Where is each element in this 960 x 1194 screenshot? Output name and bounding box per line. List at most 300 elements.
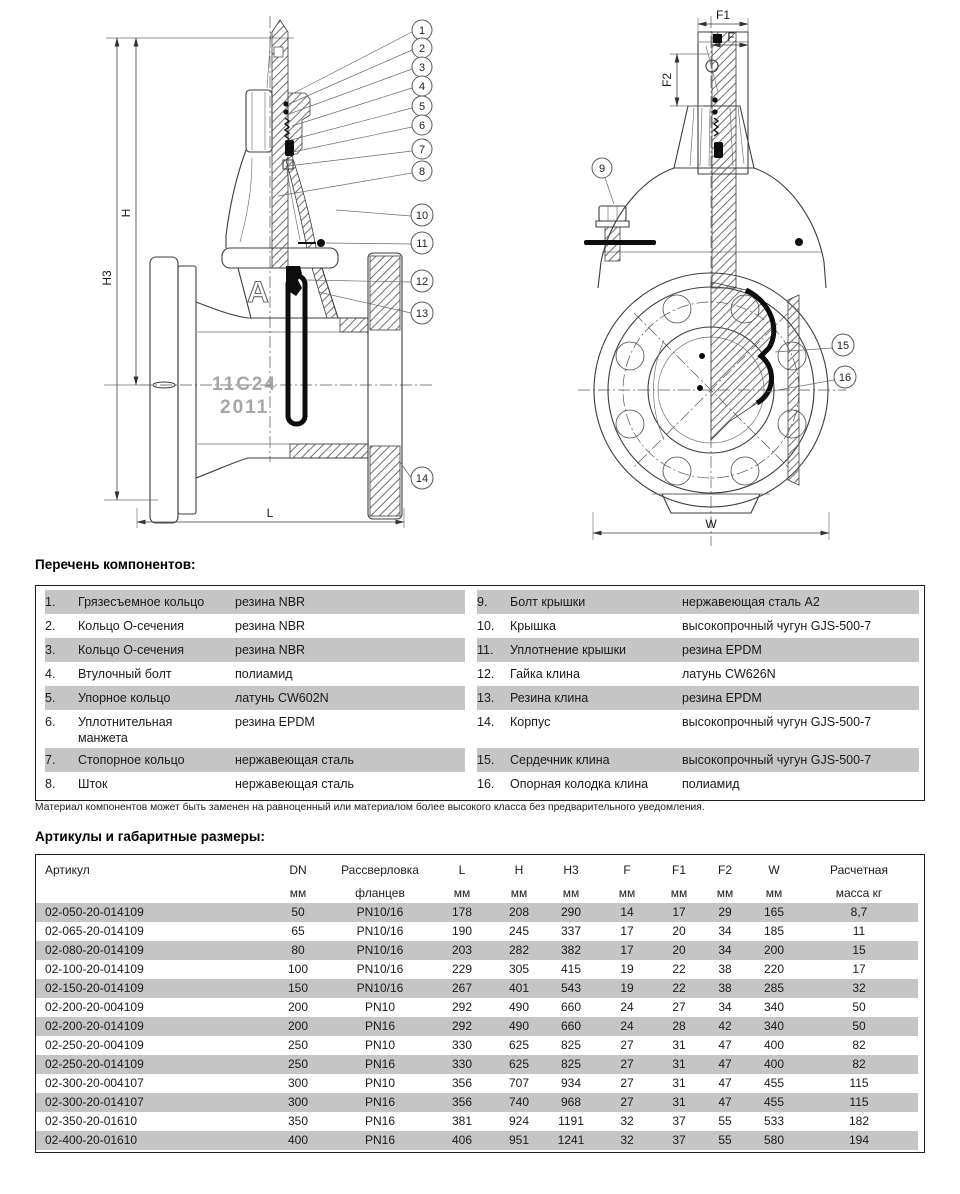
dims-cell: 330 — [451, 1038, 473, 1052]
dims-cell: PN10/16 — [356, 962, 404, 976]
component-number: 10. — [477, 619, 495, 633]
component-row — [45, 686, 465, 710]
dims-cell: 17 — [852, 962, 866, 976]
dims-cell: 356 — [451, 1095, 473, 1109]
bonnet-and-stem-section — [222, 20, 338, 424]
dims-row — [36, 903, 918, 922]
component-number: 3. — [45, 643, 56, 657]
dims-header-cell — [544, 860, 598, 903]
dim-label-f1: F1 — [715, 8, 731, 22]
valve-technical-drawing — [0, 0, 960, 552]
svg-text:16: 16 — [838, 372, 852, 384]
o-ring-lower — [283, 109, 288, 114]
dims-cell: 401 — [508, 981, 530, 995]
component-spacer — [477, 734, 919, 748]
dims-cell: 740 — [508, 1095, 530, 1109]
dims-cell: 27 — [620, 1076, 634, 1090]
dims-cell: 194 — [848, 1133, 870, 1147]
component-number: 13. — [477, 691, 495, 705]
dims-cell: 42 — [718, 1019, 732, 1033]
dims-cell: 190 — [451, 924, 473, 938]
component-row — [477, 772, 919, 796]
svg-text:6: 6 — [418, 120, 426, 132]
svg-text:11: 11 — [416, 238, 428, 250]
dims-header-cell — [702, 860, 748, 903]
dims-row — [36, 1055, 918, 1074]
dims-cell: 625 — [508, 1057, 530, 1071]
dims-header — [36, 855, 924, 903]
body-wall-section — [788, 295, 799, 485]
dims-cell: 02-300-20-004107 — [45, 1076, 144, 1090]
dims-cell: 50 — [852, 1000, 866, 1014]
dims-row — [36, 1036, 918, 1055]
component-name: Шток — [78, 777, 108, 791]
component-material: латунь CW602N — [235, 691, 329, 705]
dims-cell: 406 — [451, 1133, 473, 1147]
dims-cell: 31 — [672, 1076, 686, 1090]
component-row — [477, 590, 919, 614]
components-left — [36, 586, 470, 800]
dims-cell: 32 — [852, 981, 866, 995]
dims-cell: 11 — [852, 924, 866, 938]
dims-header-unit: фланцев — [355, 886, 405, 900]
dims-row — [36, 941, 918, 960]
dims-cell: PN16 — [364, 1133, 396, 1147]
component-number: 11. — [477, 643, 494, 657]
dims-header-label: F1 — [671, 863, 686, 877]
dims-cell: 02-300-20-014107 — [45, 1095, 144, 1109]
component-number: 14. — [477, 715, 495, 729]
dims-cell: 02-100-20-014109 — [45, 962, 144, 976]
dims-cell: 356 — [451, 1076, 473, 1090]
dims-header-unit: мм — [765, 886, 783, 900]
component-row — [45, 710, 465, 748]
component-name: Гайка клина — [510, 667, 580, 681]
dims-header-unit: мм — [618, 886, 636, 900]
dims-cell: PN16 — [364, 1095, 396, 1109]
dims-cell: PN16 — [364, 1019, 396, 1033]
component-name: Грязесъемное кольцо — [78, 595, 205, 609]
dims-cell: 350 — [287, 1114, 309, 1128]
component-number: 5. — [45, 691, 56, 705]
dims-cell: 02-150-20-014109 — [45, 981, 144, 995]
dims-header-cell — [430, 860, 494, 903]
dims-cell: 34 — [718, 943, 732, 957]
component-material: полиамид — [682, 777, 740, 791]
component-name: Резина клина — [510, 691, 589, 705]
components-table — [35, 585, 925, 801]
dims-header-label: DN — [289, 863, 307, 877]
dims-row — [36, 979, 918, 998]
dims-header-unit: мм — [510, 886, 528, 900]
component-name: Упорное кольцо — [78, 691, 171, 705]
dims-header-cell — [656, 860, 702, 903]
component-material: резина EPDM — [682, 643, 762, 657]
dims-cell: 17 — [620, 924, 634, 938]
dims-header-unit: мм — [562, 886, 580, 900]
dims-header-label: Артикул — [45, 863, 90, 877]
component-row — [477, 662, 919, 686]
component-name: Кольцо О-сечения — [78, 619, 184, 633]
dims-cell: 490 — [508, 1000, 530, 1014]
dims-cell: 29 — [718, 905, 732, 919]
dims-header-label: Рассверловка — [341, 863, 419, 877]
component-material: нержавеющая сталь — [235, 777, 355, 791]
dims-cell: 8,7 — [850, 905, 868, 919]
dim-label-f: F — [727, 30, 735, 44]
component-material: резина NBR — [235, 643, 306, 657]
dims-cell: 924 — [508, 1114, 530, 1128]
dimensions-table — [35, 854, 925, 1153]
dims-cell: 1241 — [557, 1133, 585, 1147]
dims-cell: 24 — [620, 1019, 634, 1033]
dims-cell: 34 — [718, 1000, 732, 1014]
right-view-section — [578, 8, 856, 546]
dims-cell: 65 — [291, 924, 305, 938]
dimensions-heading: Артикулы и габаритные размеры: — [35, 829, 265, 844]
dims-cell: 208 — [508, 905, 530, 919]
dims-cell: 165 — [763, 905, 785, 919]
dims-cell: 300 — [287, 1095, 309, 1109]
component-number: 7. — [45, 753, 56, 767]
component-name: Кольцо О-сечения — [78, 643, 184, 657]
dims-cell: 115 — [849, 1076, 869, 1090]
callout-10 — [336, 204, 433, 226]
dims-header-cell — [266, 860, 330, 903]
component-row — [477, 638, 919, 662]
dims-cell: 27 — [620, 1038, 634, 1052]
dims-body — [36, 903, 924, 1152]
dims-cell: 47 — [718, 1057, 732, 1071]
component-row — [45, 638, 465, 662]
dims-cell: 1191 — [558, 1114, 584, 1128]
dims-cell: 19 — [620, 962, 634, 976]
stem-top-right-view — [674, 32, 754, 288]
dims-cell: 245 — [508, 924, 530, 938]
dims-cell: 825 — [560, 1057, 582, 1071]
dims-cell: 415 — [560, 962, 582, 976]
dims-cell: 82 — [852, 1057, 866, 1071]
cast-mark-code: 11C24 — [212, 374, 277, 395]
dims-header-unit: мм — [289, 886, 307, 900]
component-row — [477, 710, 919, 734]
dims-row — [36, 1112, 918, 1131]
component-number: 16. — [477, 777, 495, 791]
dims-row — [36, 1093, 918, 1112]
component-material: нержавеющая сталь — [235, 753, 355, 767]
dims-header-cell — [598, 860, 656, 903]
dims-cell: 55 — [718, 1114, 732, 1128]
component-number: 1. — [45, 595, 56, 609]
dims-cell: 968 — [560, 1095, 582, 1109]
dim-label-w: W — [705, 517, 717, 531]
bonnet-dome — [584, 168, 826, 288]
dims-cell: 330 — [451, 1057, 473, 1071]
seal-sleeve — [285, 140, 294, 156]
dims-header-unit: мм — [670, 886, 688, 900]
dims-cell: 543 — [560, 981, 582, 995]
dims-cell: 220 — [763, 962, 785, 976]
dims-header-label: F2 — [717, 863, 732, 877]
dims-cell: 80 — [291, 943, 305, 957]
dims-cell: 20 — [672, 943, 686, 957]
bonnet-gasket-bar — [584, 240, 656, 245]
dims-cell: 47 — [718, 1038, 732, 1052]
dims-cell: PN10/16 — [356, 981, 404, 995]
dims-cell: 660 — [560, 1000, 582, 1014]
dims-row — [36, 960, 918, 979]
dim-label-l: L — [266, 506, 274, 520]
dims-cell: 22 — [672, 962, 686, 976]
dims-cell: 31 — [672, 1038, 686, 1052]
component-material: латунь CW626N — [682, 667, 776, 681]
dims-cell: 182 — [848, 1114, 870, 1128]
dims-cell: 455 — [763, 1095, 785, 1109]
dims-cell: 31 — [672, 1095, 686, 1109]
dims-cell: 02-250-20-014109 — [45, 1057, 144, 1071]
svg-text:15: 15 — [836, 340, 850, 352]
dims-cell: 490 — [508, 1019, 530, 1033]
component-name: Втулочный болт — [78, 667, 172, 681]
dims-cell: 50 — [291, 905, 305, 919]
svg-text:9: 9 — [598, 163, 606, 175]
dims-cell: 38 — [718, 962, 732, 976]
cover-bolt-head — [599, 206, 626, 221]
callout-5 — [291, 96, 432, 140]
dims-cell: 28 — [672, 1019, 686, 1033]
dims-cell: 203 — [451, 943, 473, 957]
component-material: резина NBR — [235, 595, 306, 609]
dims-cell: PN16 — [364, 1057, 396, 1071]
left-view-section — [100, 16, 433, 528]
component-row — [45, 748, 465, 772]
component-material: резина EPDM — [235, 715, 315, 729]
dims-cell: 31 — [672, 1057, 686, 1071]
dims-cell: 02-080-20-014109 — [45, 943, 144, 957]
component-row — [477, 748, 919, 772]
dims-row — [36, 1131, 918, 1150]
dims-cell: 825 — [560, 1038, 582, 1052]
manufacturer-logo: A — [247, 276, 269, 309]
dims-cell: PN10 — [364, 1038, 396, 1052]
dims-cell: PN10/16 — [356, 924, 404, 938]
dim-label-h: H — [119, 208, 133, 218]
dims-cell: 24 — [620, 1000, 634, 1014]
svg-text:10: 10 — [415, 210, 429, 222]
dims-cell: 200 — [287, 1000, 309, 1014]
svg-text:4: 4 — [418, 81, 426, 93]
dims-cell: 290 — [560, 905, 582, 919]
dims-cell: 15 — [852, 943, 866, 957]
dims-header-label: L — [458, 863, 466, 877]
dims-header-unit: мм — [453, 886, 471, 900]
dims-cell: PN10/16 — [356, 905, 404, 919]
dims-cell: 19 — [620, 981, 634, 995]
component-number: 15. — [477, 753, 495, 767]
dims-cell: 22 — [672, 981, 686, 995]
dims-cell: 185 — [763, 924, 785, 938]
dims-cell: 267 — [451, 981, 473, 995]
dims-cell: 340 — [763, 1019, 785, 1033]
dims-header-label: W — [768, 863, 780, 877]
dims-cell: PN16 — [364, 1114, 396, 1128]
dims-cell: 285 — [763, 981, 785, 995]
dims-cell: 37 — [672, 1114, 686, 1128]
bonnet-gasket-dot — [317, 239, 325, 247]
cast-mark-year: 2011 — [220, 397, 270, 418]
dims-header-cell — [494, 860, 544, 903]
component-name: Корпус — [510, 715, 551, 729]
svg-text:12: 12 — [415, 276, 429, 288]
component-number: 12. — [477, 667, 495, 681]
dims-cell: 533 — [763, 1114, 785, 1128]
dim-label-f2: F2 — [660, 72, 674, 88]
callout-11 — [326, 232, 433, 254]
dims-cell: 17 — [672, 905, 686, 919]
dims-cell: 282 — [508, 943, 530, 957]
dims-cell: 178 — [451, 905, 473, 919]
svg-text:8: 8 — [418, 166, 426, 178]
dims-cell: PN10/16 — [356, 943, 404, 957]
component-number: 8. — [45, 777, 56, 791]
dims-cell: 625 — [508, 1038, 530, 1052]
dims-header-cell — [330, 860, 430, 903]
dims-header-cell — [36, 860, 266, 903]
dims-cell: 381 — [451, 1114, 473, 1128]
callout-9 — [592, 158, 614, 204]
dims-cell: 27 — [620, 1095, 634, 1109]
dims-cell: 455 — [763, 1076, 785, 1090]
dims-cell: 300 — [287, 1076, 309, 1090]
component-number: 6. — [45, 715, 56, 729]
component-material: резина EPDM — [682, 691, 762, 705]
component-name: Уплотнительная манжета — [78, 715, 173, 745]
dims-cell: 02-400-20-01610 — [45, 1133, 138, 1147]
component-material: нержавеющая сталь A2 — [682, 595, 820, 609]
callout-6 — [293, 115, 432, 152]
dims-cell: 14 — [620, 905, 634, 919]
component-row — [45, 662, 465, 686]
component-material: высокопрочный чугун GJS-500-7 — [682, 753, 872, 767]
dims-cell: 934 — [560, 1076, 582, 1090]
callout-2 — [289, 38, 432, 104]
component-material: резина NBR — [235, 619, 306, 633]
dims-cell: 305 — [508, 962, 530, 976]
dims-cell: 292 — [451, 1000, 473, 1014]
dims-cell: 02-050-20-014109 — [45, 905, 144, 919]
dims-cell: 400 — [287, 1133, 309, 1147]
left-view-callouts — [278, 20, 433, 489]
component-row — [477, 686, 919, 710]
dims-cell: 400 — [763, 1038, 785, 1052]
dims-cell: 34 — [718, 924, 732, 938]
component-row — [45, 590, 465, 614]
dims-cell: 47 — [718, 1095, 732, 1109]
svg-text:1: 1 — [418, 25, 426, 37]
dims-header-label: Расчетная — [830, 863, 888, 877]
component-number: 9. — [477, 595, 488, 609]
svg-text:3: 3 — [418, 62, 426, 74]
component-row — [477, 614, 919, 638]
dims-header-label: H — [514, 863, 524, 877]
component-name: Сердечник клина — [510, 753, 610, 767]
dims-row — [36, 1074, 918, 1093]
dims-cell: 200 — [287, 1019, 309, 1033]
components-heading: Перечень компонентов: — [35, 557, 196, 572]
dims-cell: 17 — [620, 943, 634, 957]
dims-cell: 38 — [718, 981, 732, 995]
dims-cell: 292 — [451, 1019, 473, 1033]
component-name: Опорная колодка клина — [510, 777, 649, 791]
dims-cell: 50 — [852, 1019, 866, 1033]
dims-cell: 02-200-20-004109 — [45, 1000, 144, 1014]
dims-row — [36, 998, 918, 1017]
dims-cell: 37 — [672, 1133, 686, 1147]
dims-header-label: H3 — [563, 863, 579, 877]
dims-cell: 229 — [451, 962, 473, 976]
dims-row — [36, 1017, 918, 1036]
callout-3 — [289, 57, 432, 114]
dims-cell: 250 — [287, 1057, 309, 1071]
dims-cell: 32 — [620, 1114, 634, 1128]
dims-cell: 150 — [287, 981, 309, 995]
wedge-rubber-section — [288, 276, 305, 424]
component-name: Стопорное кольцо — [78, 753, 185, 767]
dims-cell: 660 — [560, 1019, 582, 1033]
component-row — [45, 614, 465, 638]
dims-cell: 27 — [620, 1057, 634, 1071]
dims-cell: PN10 — [364, 1076, 396, 1090]
dims-cell: 02-065-20-014109 — [45, 924, 144, 938]
dim-label-h3: H3 — [100, 270, 114, 286]
dims-cell: 02-250-20-004109 — [45, 1038, 144, 1052]
svg-text:14: 14 — [415, 473, 429, 485]
dims-cell: 400 — [763, 1057, 785, 1071]
component-name: Крышка — [510, 619, 556, 633]
dims-cell: 02-200-20-014109 — [45, 1019, 144, 1033]
dims-cell: 20 — [672, 924, 686, 938]
dims-cell: 951 — [508, 1133, 530, 1147]
dims-header-unit: мм — [716, 886, 734, 900]
component-number: 2. — [45, 619, 56, 633]
o-ring-upper — [283, 101, 288, 106]
dims-cell: 100 — [287, 962, 309, 976]
dims-cell: 82 — [852, 1038, 866, 1052]
component-material: полиамид — [235, 667, 293, 681]
components-right — [470, 586, 924, 800]
svg-text:7: 7 — [418, 144, 426, 156]
dims-cell: 250 — [287, 1038, 309, 1052]
dims-header-cell — [748, 860, 800, 903]
component-name: Уплотнение крышки — [510, 643, 627, 657]
dims-cell: 02-350-20-01610 — [45, 1114, 138, 1128]
material-footnote: Материал компонентов может быть заменен на равноценный или материалом более высокого класса без предварительного уведомления. — [35, 802, 705, 813]
dims-header-unit: масса кг — [835, 886, 883, 900]
dims-header-cell — [800, 860, 918, 903]
component-material: высокопрочный чугун GJS-500-7 — [682, 619, 872, 633]
callout-14 — [400, 462, 433, 489]
svg-text:2: 2 — [418, 43, 426, 55]
svg-text:5: 5 — [418, 101, 426, 113]
dims-cell: 340 — [763, 1000, 785, 1014]
component-row — [45, 772, 465, 796]
component-number: 4. — [45, 667, 56, 681]
dims-header-label: F — [623, 863, 631, 877]
component-name: Болт крышки — [510, 595, 586, 609]
dims-cell: 200 — [763, 943, 785, 957]
dims-cell: 55 — [718, 1133, 732, 1147]
dims-cell: 337 — [560, 924, 582, 938]
